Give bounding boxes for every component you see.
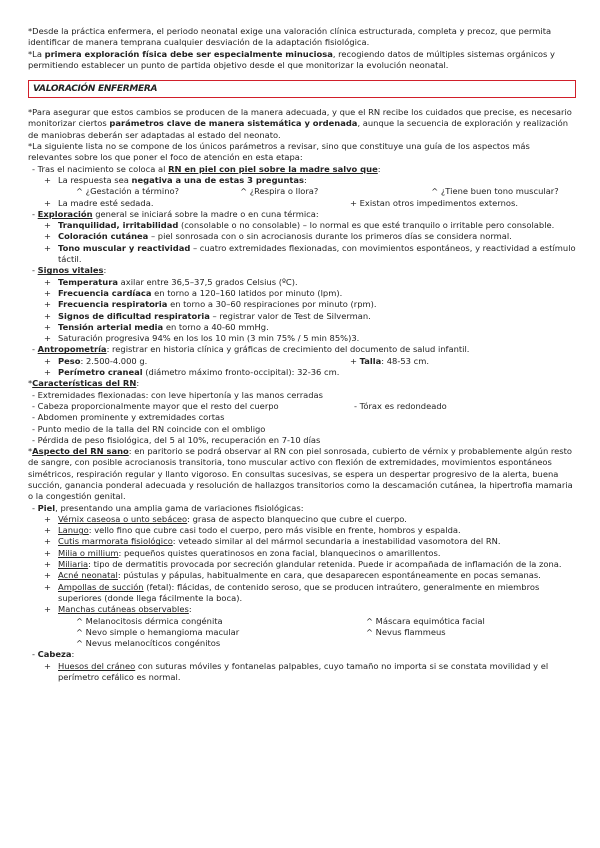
list-item: + Ampollas de succión (fetal): flácidas, de contenido seroso, que se producen intraútero, generalmente en miembros superiores (donde llega fácilmente la boca). (44, 581, 540, 603)
list-item: + La respuesta sea negativa a una de estas 3 preguntas: (44, 174, 307, 185)
list-item: + Tranquilidad, irritabilidad (consolable o no consolable) – lo normal es que esté tranquilo o irritable pero consolable. (44, 220, 555, 231)
list-item: + Milia o millium: pequeños quistes queratinosos en zona facial, blanquecinos o amarillentos. (44, 547, 441, 558)
list-item: + Lanugo: vello fino que cubre casi todo el cuerpo, pero más visible en frente, hombros y espalda. (44, 525, 461, 536)
list-item: + Signos de dificultad respiratoria – registrar valor de Test de Silverman. (44, 310, 371, 321)
list-item: + Frecuencia respiratoria en torno a 30–60 respiraciones por minuto (rpm). (44, 299, 377, 310)
list-item: + Temperatura axilar entre 36,5–37,5 grados Celsius (ºC). (44, 276, 298, 287)
list-item: - Pérdida de peso fisiológica, del 5 al 10%, recuperación en 7-10 días (32, 434, 321, 445)
manchas-row: ^ Nevus melanocíticos congénitos (76, 638, 221, 649)
list-item: - Punto medio de la talla del RN coincide con el ombligo (32, 423, 266, 434)
list-item: - Piel, presentando una amplia gama de variaciones fisiológicas: (32, 502, 304, 513)
list-item: + Peso: 2.500-4.000 g. + Talla: 48-53 cm. (44, 355, 429, 366)
intro-paragraph-1: *Desde la práctica enfermera, el periodo neonatal exige una valoración clínica estructurada, completa y precoz, que permita identificar de manera temprana cualquier desviación de la adaptación fisiológica. (28, 26, 552, 48)
list-item: + Cutis marmorata fisiológico: veteado similar al del mármol secundaria a inestabilidad vasomotora del RN. (44, 536, 501, 547)
list-item: + Tono muscular y reactividad – cuatro extremidades flexionadas, con movimientos espontáneos, y reactividad a estímulo táctil. (44, 242, 576, 265)
list-item: + Acné neonatal: pústulas y pápulas, habitualmente en cara, que desaparecen espontáneamente en pocas semanas. (44, 570, 541, 581)
manchas-row: ^ Melanocitosis dérmica congénita ^ Máscara equimótica facial (76, 615, 485, 626)
aspecto-paragraph: *Aspecto del RN sano: en paritorio se podrá observar al RN con piel sonrosada, cubierto de vérnix y probablemente algún resto de sangre, con posible acrocianosis transitoria, tono muscular activo con flexión de extremidades, movimientos espontáneos simétricos, respiración regular y llanto vigoroso. En consultas sucesivas, se espera un despertar progresivo de la alerta, buena succión, ganancia ponderal adecuada y resolución de hallazgos transitorios como la descamación cutánea, la hipertrofia mamaria o la congestión genital. (28, 446, 573, 502)
list-item: - Tras el nacimiento se coloca al RN en piel con piel sobre la madre salvo que: (32, 163, 381, 174)
manchas-row: ^ Nevo simple o hemangioma macular ^ Nevus flammeus (76, 626, 446, 637)
list-item: - Antropometría: registrar en historia clínica y gráficas de crecimiento del documento de salud infantil. (32, 344, 470, 355)
list-item: - Extremidades flexionadas: con leve hipertonía y las manos cerradas (32, 389, 324, 400)
list-item: + Huesos del cráneo con suturas móviles y fontanelas palpables, cuyo tamaño no importa si se constata movilidad y el perímetro cefálico es normal. (44, 660, 549, 683)
list-item: - Exploración general se iniciará sobre la madre o en cuna térmica: (32, 208, 319, 219)
section-title: VALORACIÓN ENFERMERA (33, 84, 158, 95)
list-item: + Frecuencia cardíaca en torno a 120–160 latidos por minuto (lpm). (44, 287, 343, 298)
list-item: - Cabeza: (32, 649, 75, 660)
section-header (28, 80, 576, 98)
list-item: + Saturación progresiva 94% en los los 10 min (3 min 75% / 5 min 85%)3. (44, 333, 360, 344)
list-item: + Manchas cutáneas observables: (44, 604, 192, 615)
paragraph-guia: *La siguiente lista no se compone de los únicos parámetros a revisar, sino que constituye una guía de los aspectos más relevantes sobre los que poner el foco de atención en esta etapa: (28, 141, 530, 163)
paragraph-parametros: *Para asegurar que estos cambios se producen de la manera adecuada, y que el RN recibe los cuidados que precise, es necesario monitorizar ciertos parámetros clave de manera sistemática y ordenada, aunque la secuencia de exploración y realización de maniobras deberán ser adaptadas al estado del neonato. (28, 107, 572, 140)
list-item: + La madre esté sedada. + Existan otros impedimentos externos. (44, 197, 518, 208)
intro-paragraph-2: *La primera exploración física debe ser especialmente minuciosa, recogiendo datos de múltiples sistemas orgánicos y permitiendo establecer un punto de partida objetivo desde el que monitorizar la evolución neonatal. (28, 48, 555, 70)
list-item: + Coloración cutánea – piel sonrosada con o sin acrocianosis durante los primeros días se considera normal. (44, 231, 512, 242)
document-page (28, 26, 576, 683)
list-item: - Cabeza proporcionalmente mayor que el resto del cuerpo - Tórax es redondeado (32, 400, 447, 411)
list-item: + Perímetro craneal (diámetro máximo fronto-occipital): 32-36 cm. (44, 367, 340, 378)
list-item: - Signos vitales: (32, 265, 107, 276)
list-item: + Tensión arterial media en torno a 40-60 mmHg. (44, 321, 269, 332)
list-item: + Miliaria: tipo de dermatitis provocada por secreción glandular retenida. Puede ir acompañada de inflamación de la zona. (44, 559, 562, 570)
caracteristicas-heading: *Características del RN: (28, 378, 140, 389)
questions-row: ^ ¿Gestación a término? ^ ¿Respira o llora? ^ ¿Tiene buen tono muscular? (76, 186, 559, 197)
list-item: + Vérnix caseosa o unto sebáceo: grasa de aspecto blanquecino que cubre el cuerpo. (44, 513, 407, 524)
list-item: - Abdomen prominente y extremidades cortas (32, 412, 225, 423)
